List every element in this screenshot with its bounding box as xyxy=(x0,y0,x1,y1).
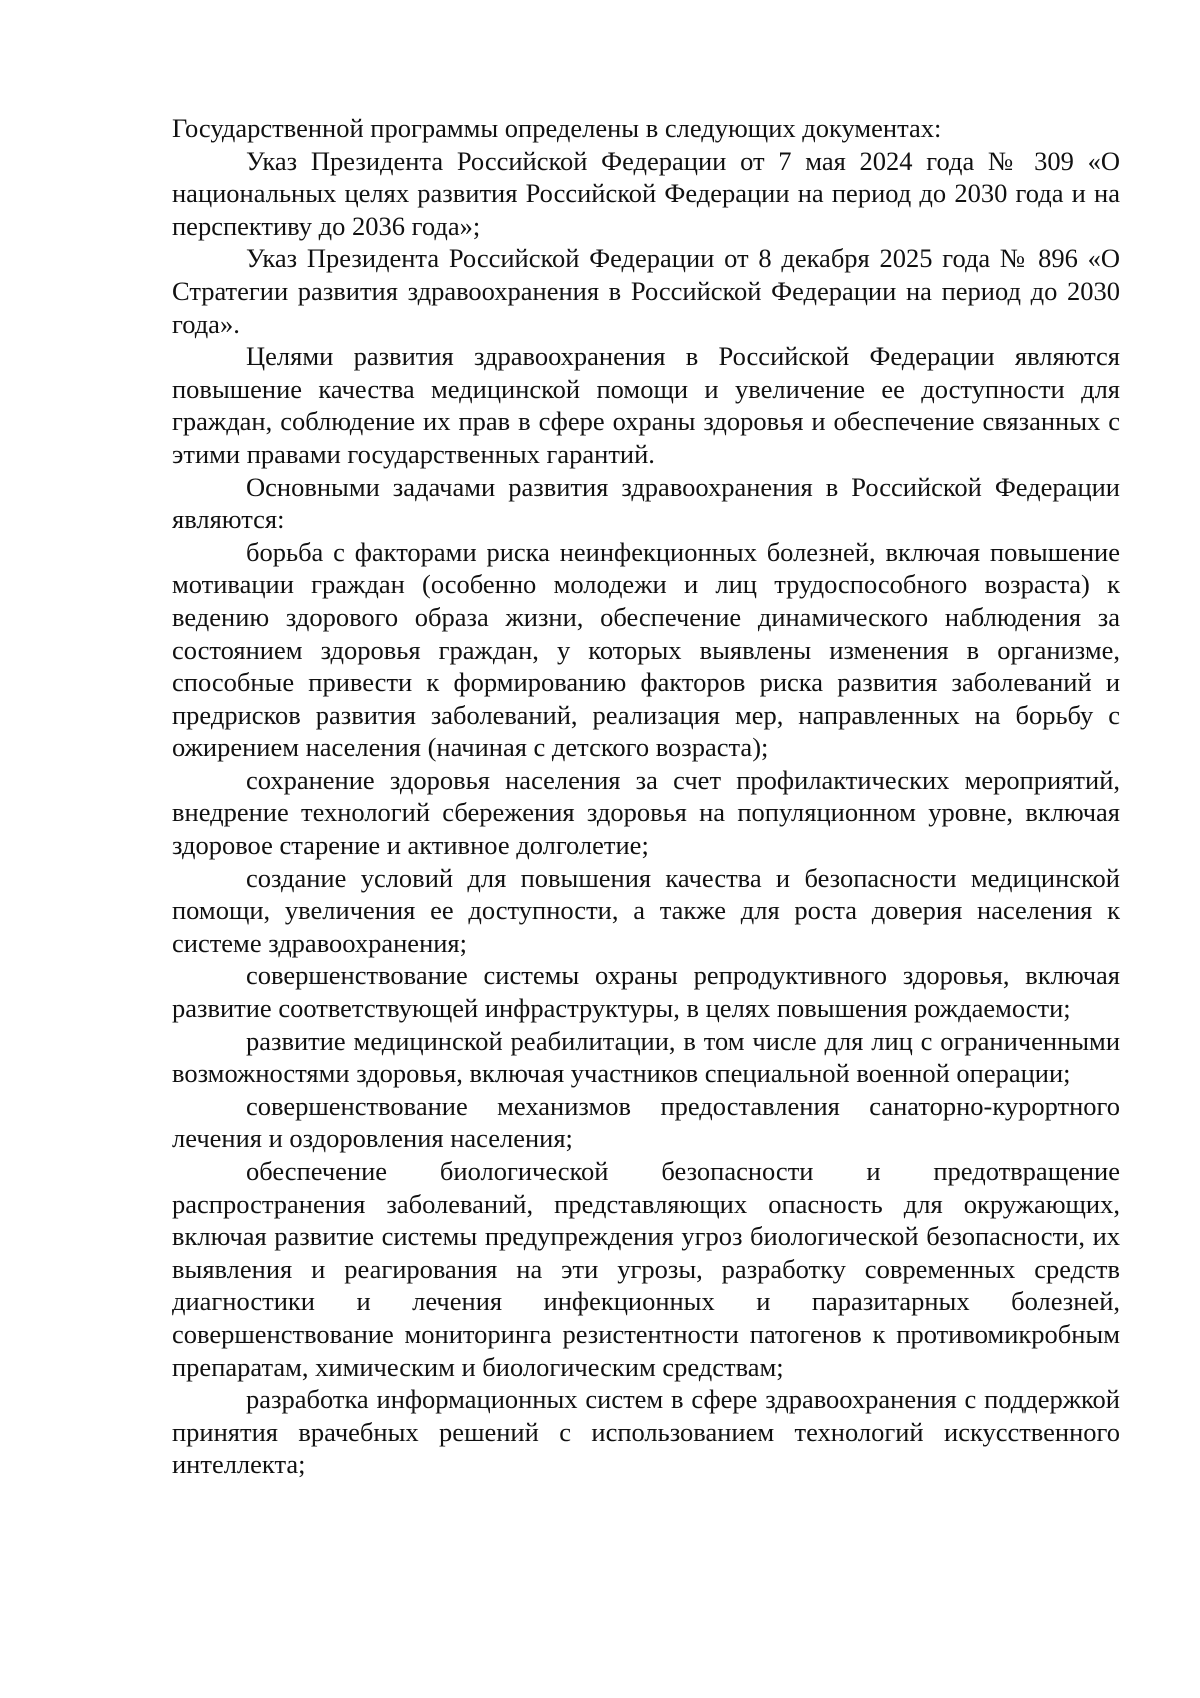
paragraph-decree-896: Указ Президента Российской Федерации от 8 декабря 2025 года № 896 «О Стратегии развития здравоохранения в Российской Федерации на период до 2030 года». xyxy=(172,243,1120,339)
document-body xyxy=(172,112,1120,1481)
paragraph-task-health-preservation: сохранение здоровья населения за счет профилактических мероприятий, внедрение технологий сбережения здоровья на популяционном уровне, включая здоровое старение и активное долголетие; xyxy=(172,764,1120,861)
paragraph-task-reproductive-health: совершенствование системы охраны репродуктивного здоровья, включая развитие соответствующей инфраструктуры, в целях повышения рождаемости; xyxy=(172,960,1120,1024)
paragraph-task-rehabilitation: развитие медицинской реабилитации, в том числе для лиц с ограниченными возможностями здоровья, включая участников специальной военной операции; xyxy=(172,1025,1120,1089)
paragraph-decree-309: Указ Президента Российской Федерации от 7 мая 2024 года № 309 «О национальных целях развития Российской Федерации на период до 2030 года и на перспективу до 2036 года»; xyxy=(172,145,1120,241)
paragraph-task-quality-safety: создание условий для повышения качества и безопасности медицинской помощи, увеличения ее доступности, а также для роста доверия населения к системе здравоохранения; xyxy=(172,862,1120,958)
paragraph-task-information-systems: разработка информационных систем в сфере здравоохранения с поддержкой принятия врачебных решений с использованием технологий искусственного интеллекта; xyxy=(172,1384,1120,1480)
paragraph-task-biosafety: обеспечение биологической безопасности и предотвращение распространения заболеваний, представляющих опасность для окружающих, включая развитие системы предупреждения угроз биологической безопасности, их выявления и реагирования на эти угрозы, разработку современных средств диагностики и лечения инфекционных и паразитарных болезней, совершенствование мониторинга резистентности патогенов к противомикробным препаратам, химическим и биологическим средствам; xyxy=(172,1156,1120,1382)
paragraph-task-sanatorium: совершенствование механизмов предоставления санаторно-курортного лечения и оздоровления населения; xyxy=(172,1090,1120,1154)
paragraph-goals: Целями развития здравоохранения в Российской Федерации являются повышение качества медицинской помощи и увеличение ее доступности для граждан, соблюдение их прав в сфере охраны здоровья и обеспечение связанных с этими правами государственных гарантий. xyxy=(172,341,1120,469)
paragraph-programme-documents: Государственной программы определены в следующих документах: xyxy=(172,113,942,143)
paragraph-tasks-intro: Основными задачами развития здравоохранения в Российской Федерации являются: xyxy=(172,471,1120,535)
paragraph-task-risk-factors: борьба с факторами риска неинфекционных болезней, включая повышение мотивации граждан (особенно молодежи и лиц трудоспособного возраста) к ведению здорового образа жизни, обеспечение динамического наблюдения за состоянием здоровья граждан, у которых выявлены изменения в организме, способные привести к формированию факторов риска развития заболеваний и предрисков развития заболеваний, реализация мер, направленных на борьбу с ожирением населения (начиная с детского возраста); xyxy=(172,536,1120,763)
